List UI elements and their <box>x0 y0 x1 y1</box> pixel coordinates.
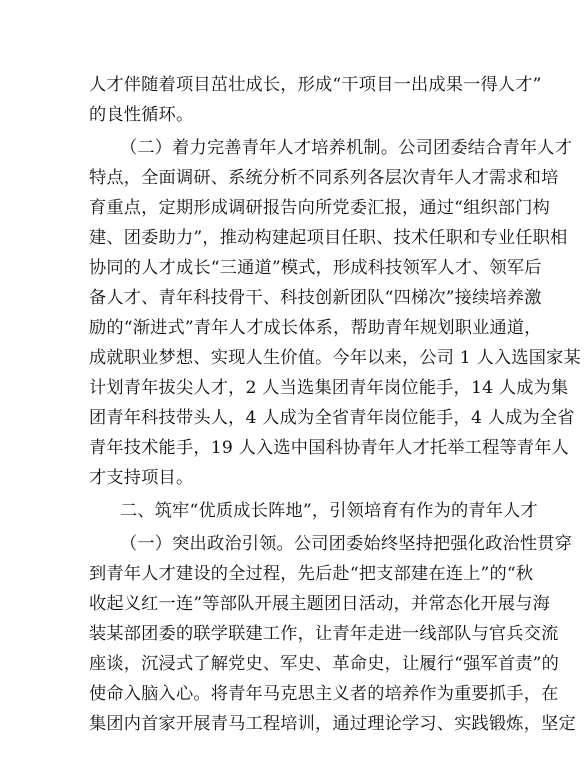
section-heading: 二、筑牢“优质成长阵地”，引领培育有作为的青年人才 <box>120 501 538 521</box>
text-line: 青年技术能手，19 人入选中国科协青年人才托举工程等青年人 <box>89 438 570 458</box>
text-line: 才支持项目。 <box>89 468 194 488</box>
text-line: 备人才、青年科技骨干、科技创新团队“四梯次”接续培养激 <box>89 288 542 308</box>
text-line: 人才伴随着项目茁壮成长，形成“干项目一出成果一得人才” <box>89 75 542 95</box>
text-line: 协同的人才成长“三通道”模式，形成科技领军人才、领军后 <box>89 258 542 278</box>
subsection-paragraph: （一）突出政治引领。公司团委始终坚持把强化政治性贯穿 <box>120 534 573 554</box>
text-line: 励的“渐进式”青年人才成长体系，帮助青年规划职业通道， <box>89 318 542 338</box>
text-line: 座谈，沉浸式了解党史、军史、革命史，让履行“强军首责”的 <box>89 654 560 674</box>
text-line: 集团内首家开展青马工程培训，通过理论学习、实践锻炼，坚定 <box>89 714 576 734</box>
text-line: 计划青年拔尖人才，2 人当选集团青年岗位能手，14 人成为集 <box>89 378 569 398</box>
text-line: 建、团委助力”，推动构建起项目任职、技术任职和专业任职相 <box>89 228 568 248</box>
text-line: 育重点，定期形成调研报告向所党委汇报，通过“组织部门构 <box>89 198 551 218</box>
text-line: 的良性循环。 <box>89 105 194 125</box>
text-line: 团青年科技带头人，4 人成为全省青年岗位能手，4 人成为全省 <box>89 408 575 428</box>
text-line: 使命入脑入心。将青年马克思主义者的培养作为重要抓手，在 <box>89 684 559 704</box>
text-line: 收起义红一连”等部队开展主题团日活动，并常态化开展与海 <box>89 594 551 614</box>
section-heading-paragraph: （二）着力完善青年人才培养机制。公司团委结合青年人才 <box>120 138 573 158</box>
text-line: 到青年人才建设的全过程，先后赴“把支部建在连上”的“秋 <box>89 564 534 584</box>
text-line: 成就职业梦想、实现人生价值。今年以来，公司 1 人入选国家某 <box>89 348 581 368</box>
text-line: 装某部团委的联学联建工作，让青年走进一线部队与官兵交流 <box>89 624 559 644</box>
text-line: 特点，全面调研、系统分析不同系列各层次青年人才需求和培 <box>89 168 559 188</box>
